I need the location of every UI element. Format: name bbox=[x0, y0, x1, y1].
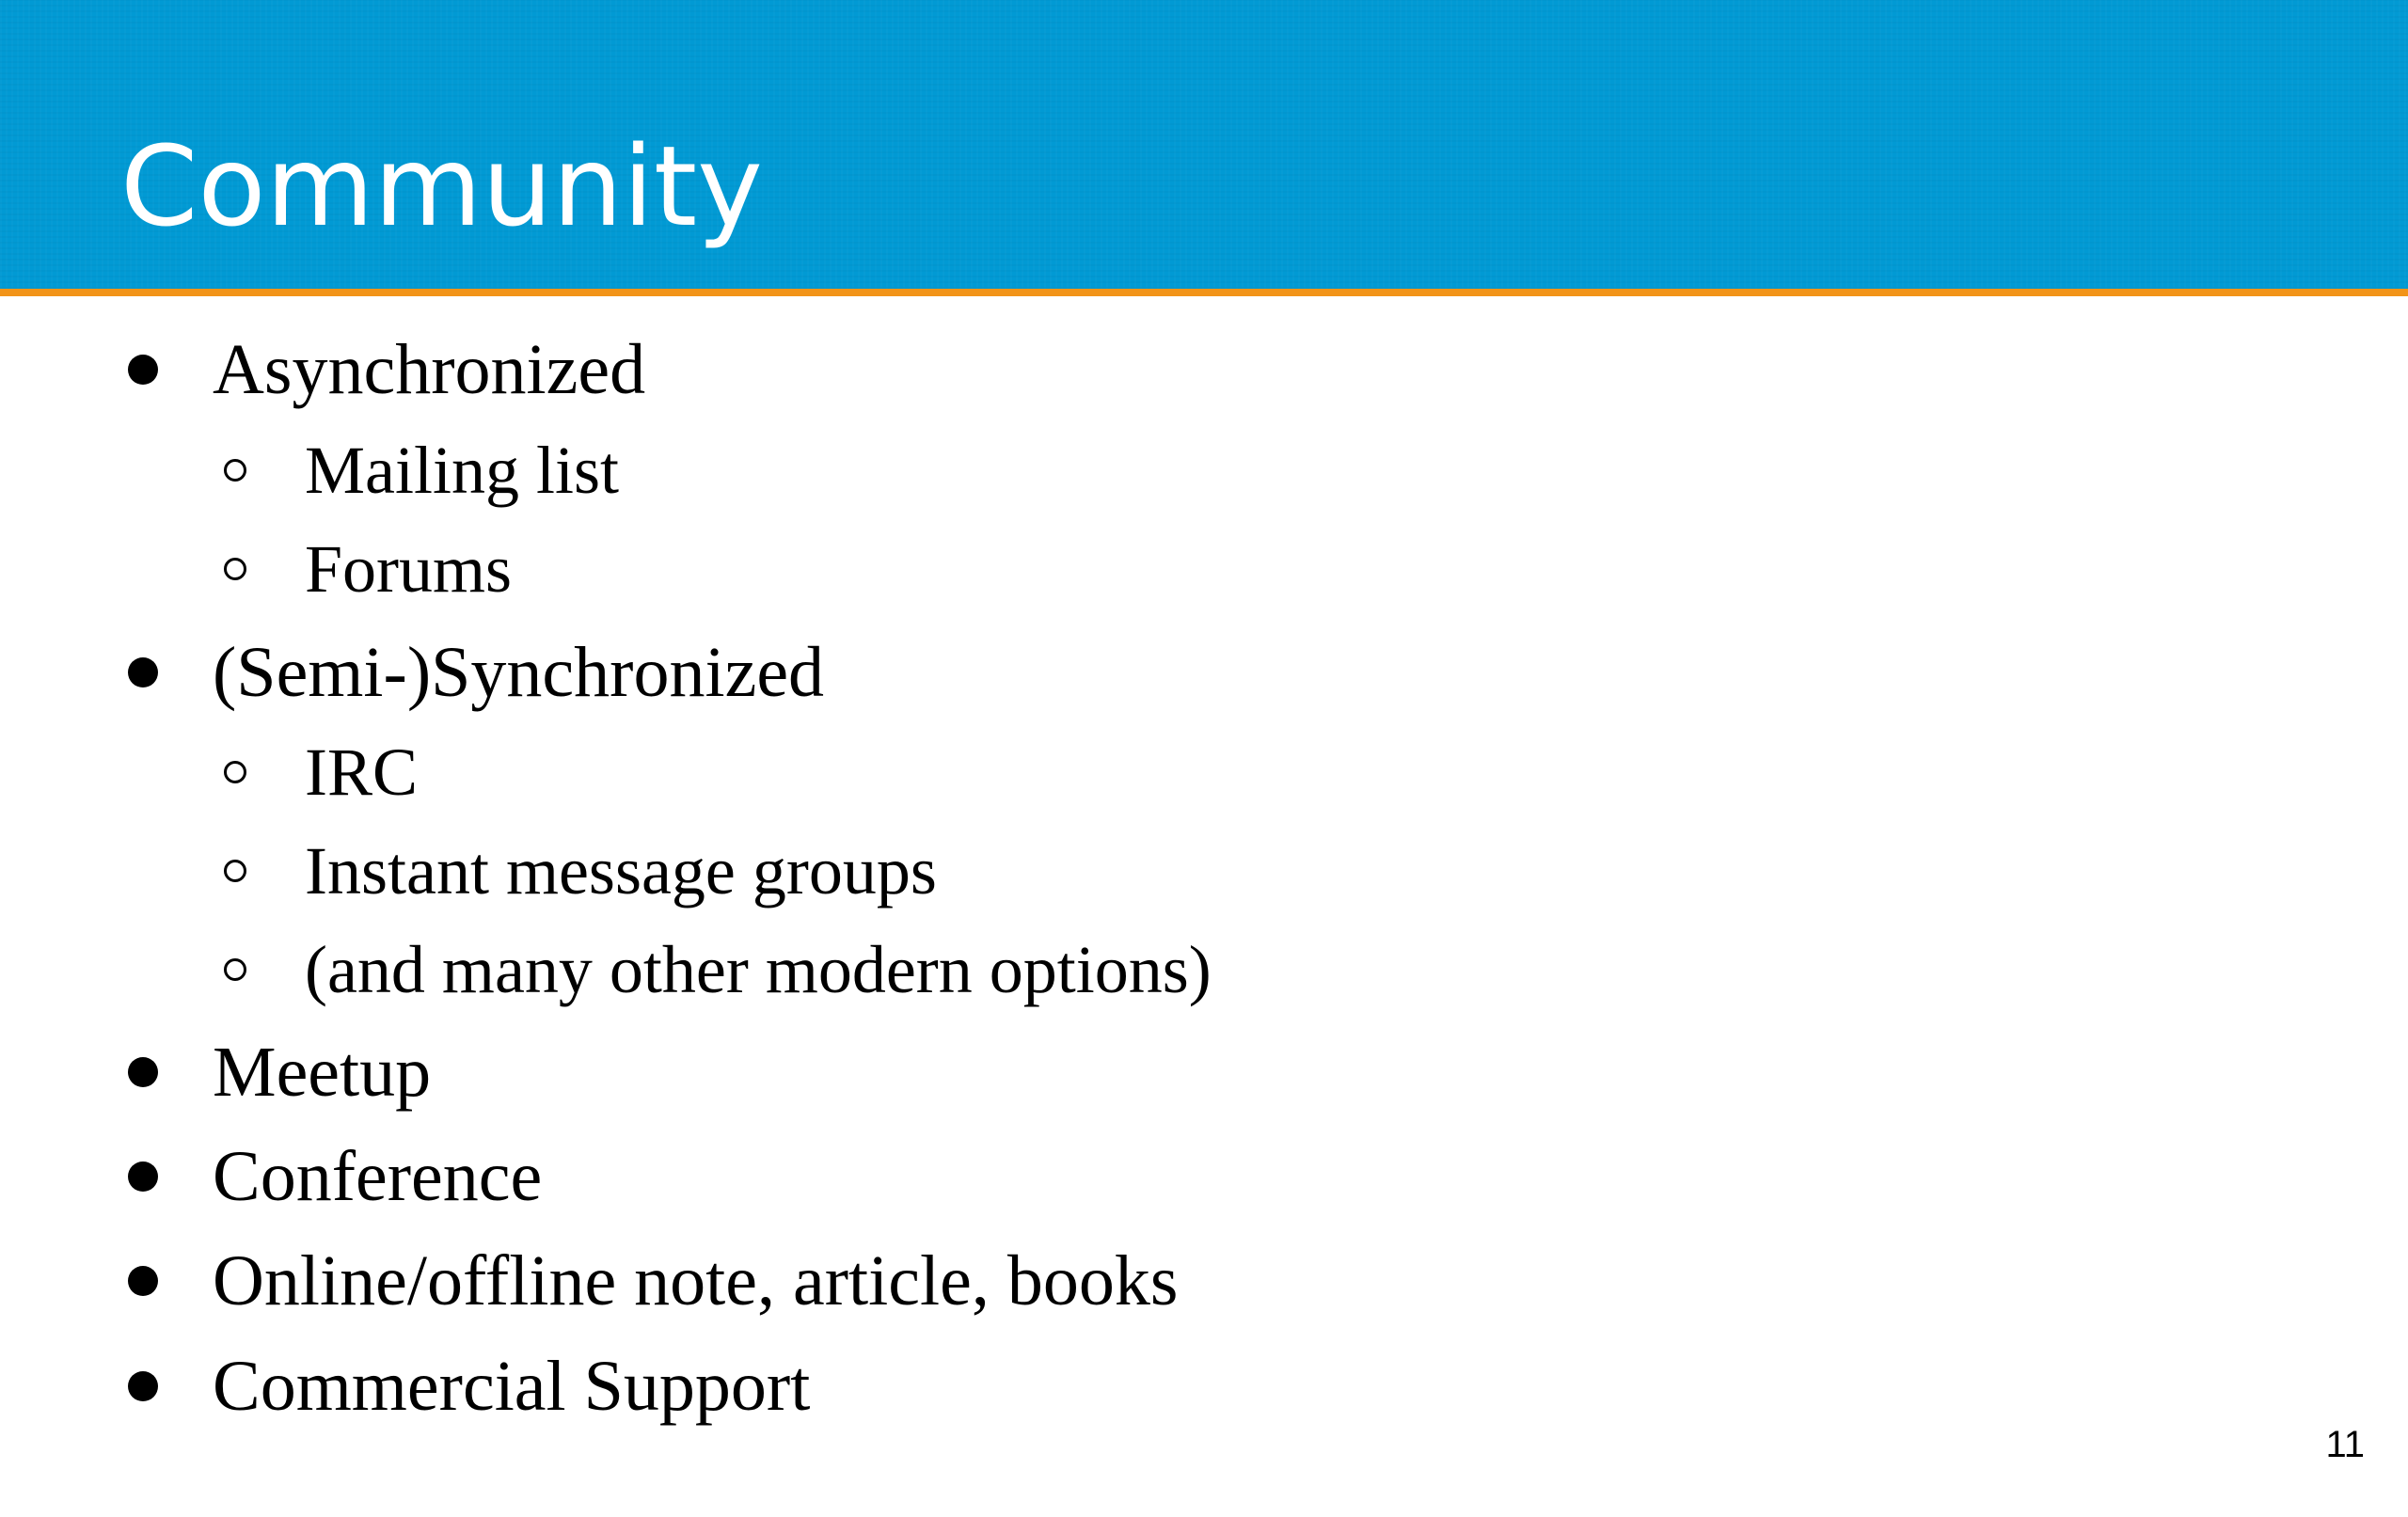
hollow-circle-bullet-icon bbox=[224, 860, 246, 882]
bullet-item bbox=[128, 323, 645, 417]
sub-bullet-item bbox=[224, 923, 1212, 1017]
slide-title: Community bbox=[120, 121, 763, 251]
sub-bullet-text: (and many other modern options) bbox=[305, 932, 1212, 1007]
bullet-text: Asynchronized bbox=[213, 330, 646, 409]
filled-circle-bullet-icon bbox=[128, 1057, 158, 1087]
sub-bullet-text: Forums bbox=[305, 531, 513, 607]
hollow-circle-bullet-icon bbox=[224, 558, 246, 580]
filled-circle-bullet-icon bbox=[128, 657, 158, 687]
bullet-text: Online/offline note, article, books bbox=[213, 1241, 1179, 1320]
hollow-circle-bullet-icon bbox=[224, 459, 246, 482]
sub-bullet-text: Mailing list bbox=[305, 433, 620, 508]
hollow-circle-bullet-icon bbox=[224, 761, 246, 783]
bullet-item bbox=[128, 1234, 1178, 1328]
bullet-text: Commercial Support bbox=[213, 1347, 811, 1426]
sub-bullet-text: IRC bbox=[305, 735, 419, 810]
slide-number: 11 bbox=[2325, 1424, 2365, 1465]
filled-circle-bullet-icon bbox=[128, 1371, 158, 1401]
sub-bullet-text: Instant message groups bbox=[305, 833, 937, 909]
sub-bullet-item bbox=[224, 725, 418, 819]
bullet-item bbox=[128, 1130, 542, 1224]
hollow-circle-bullet-icon bbox=[224, 958, 246, 981]
filled-circle-bullet-icon bbox=[128, 1266, 158, 1296]
filled-circle-bullet-icon bbox=[128, 1161, 158, 1192]
bullet-text: Conference bbox=[213, 1137, 543, 1216]
bullet-item bbox=[128, 1339, 810, 1433]
sub-bullet-item bbox=[224, 824, 937, 918]
bullet-item bbox=[128, 625, 824, 719]
bullet-text: Meetup bbox=[213, 1033, 432, 1112]
bullet-item bbox=[128, 1025, 431, 1119]
sub-bullet-item bbox=[224, 522, 512, 616]
bullet-text: (Semi-)Synchronized bbox=[213, 633, 825, 712]
filled-circle-bullet-icon bbox=[128, 355, 158, 385]
sub-bullet-item bbox=[224, 423, 619, 517]
